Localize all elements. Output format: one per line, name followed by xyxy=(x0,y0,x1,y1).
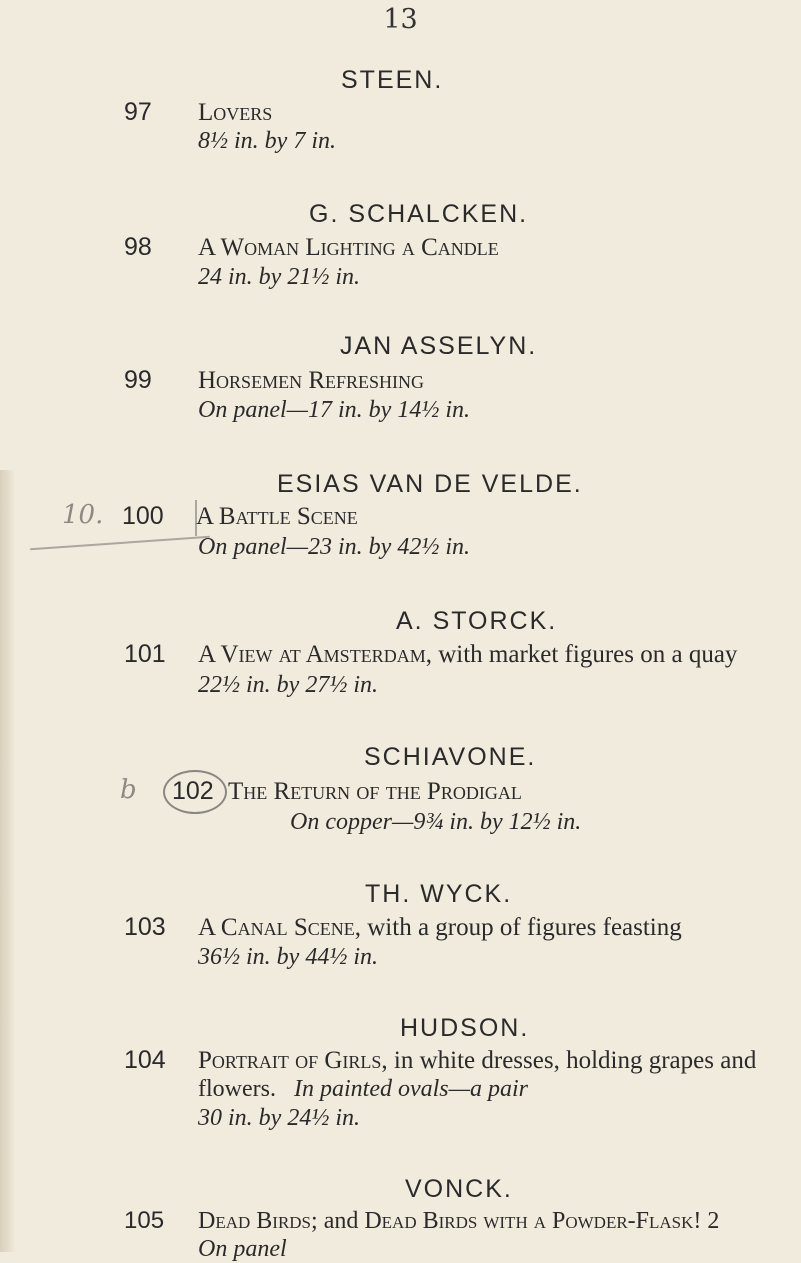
lot-104-flowers: flowers. xyxy=(198,1076,276,1102)
lot-97-dimensions: 8½ in. by 7 in. xyxy=(198,128,336,154)
page-number: 13 xyxy=(383,4,418,35)
lot-100 xyxy=(122,502,358,531)
lot-title: Lovers xyxy=(198,99,273,126)
lot-101 xyxy=(124,640,737,669)
lot-105 xyxy=(124,1207,719,1235)
lot-title: A Canal Scene, xyxy=(198,914,361,941)
lot-97 xyxy=(124,98,272,127)
lot-title-count: 2 xyxy=(701,1208,720,1234)
lot-title-second: Dead Birds with a Powder-Flask! xyxy=(364,1208,702,1234)
lot-98 xyxy=(124,233,499,262)
artist-van-de-velde: ESIAS VAN DE VELDE. xyxy=(277,470,583,498)
lot-number: 102 xyxy=(172,777,214,805)
artist-wyck: TH. WYCK. xyxy=(365,880,513,908)
lot-title: The Return of the Prodigal xyxy=(228,778,522,805)
artist-asselyn: JAN ASSELYN. xyxy=(340,332,538,360)
lot-102 xyxy=(172,777,522,806)
lot-99 xyxy=(124,366,424,395)
artist-schalcken: G. SCHALCKEN. xyxy=(309,200,529,228)
lot-title-rest: with market figures on a quay xyxy=(431,641,738,668)
lot-102-dimensions: On copper—9¾ in. by 12½ in. xyxy=(290,809,582,835)
lot-103 xyxy=(124,913,682,942)
artist-vonck: VONCK. xyxy=(405,1175,513,1203)
lot-number: 98 xyxy=(124,233,152,261)
lot-title-connector: and xyxy=(317,1208,365,1234)
lot-title: A View at Amsterdam, xyxy=(198,641,432,668)
pencil-stroke xyxy=(30,536,210,551)
lot-104-dimensions: 30 in. by 24½ in. xyxy=(198,1105,360,1131)
lot-number: 97 xyxy=(124,98,152,126)
pencil-bracket-mark xyxy=(195,500,197,536)
lot-title: Dead Birds; xyxy=(198,1208,318,1234)
lot-title-rest: with a group of figures feasting xyxy=(361,914,682,941)
lot-99-dimensions: On panel—17 in. by 14½ in. xyxy=(198,397,470,423)
artist-hudson: HUDSON. xyxy=(400,1014,530,1042)
page-edge-shadow xyxy=(0,470,14,1252)
lot-98-dimensions: 24 in. by 21½ in. xyxy=(198,264,360,290)
lot-title-rest: in white dresses, holding grapes and xyxy=(387,1047,757,1074)
lot-number: 101 xyxy=(124,640,166,668)
artist-steen: STEEN. xyxy=(341,66,444,94)
handwritten-note-100: 10. xyxy=(62,500,104,530)
lot-number: 104 xyxy=(124,1046,166,1074)
lot-number: 99 xyxy=(124,366,152,394)
lot-title: A Woman Lighting a Candle xyxy=(198,234,499,261)
lot-title: Horsemen Refreshing xyxy=(198,367,424,394)
artist-storck: A. STORCK. xyxy=(396,607,558,635)
artist-schiavone: SCHIAVONE. xyxy=(364,743,537,771)
lot-101-dimensions: 22½ in. by 27½ in. xyxy=(198,672,378,698)
lot-100-dimensions: On panel—23 in. by 42½ in. xyxy=(198,534,470,560)
lot-number: 100 xyxy=(122,502,164,530)
lot-103-dimensions: 36½ in. by 44½ in. xyxy=(198,944,378,970)
lot-104-line-2 xyxy=(198,1076,528,1103)
handwritten-note-102: b xyxy=(120,775,137,805)
lot-title: Portrait of Girls, xyxy=(198,1047,388,1074)
lot-title: A Battle Scene xyxy=(196,503,358,530)
lot-104 xyxy=(124,1046,756,1075)
lot-number: 105 xyxy=(124,1207,165,1234)
lot-105-detail: On panel xyxy=(198,1236,287,1262)
lot-104-note: In painted ovals—a pair xyxy=(293,1076,528,1102)
lot-number: 103 xyxy=(124,913,166,941)
